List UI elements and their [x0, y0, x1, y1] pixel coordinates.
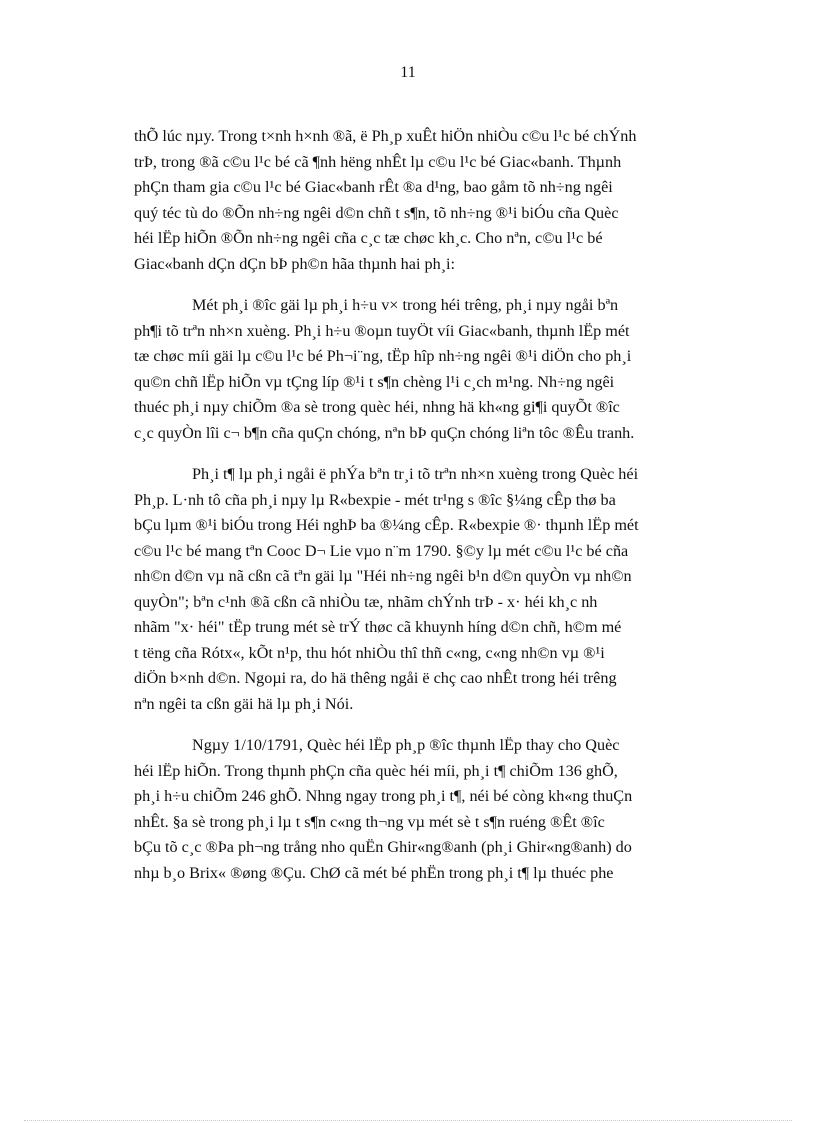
text-line: quyÒn"; bªn c¹nh ®ã cßn cã nhiÒu tæ, nhãm chÝnh trÞ - x· héi kh¸c nh: [134, 592, 598, 611]
text-line: Ph¸p. L·nh tô cña ph¸i nµy lµ R«bexpie - mét tr¹ng s ®îc §¼ng cÊp thø ba: [134, 490, 616, 509]
text-line: c¸c quyÒn lîi c¬ b¶n cña quÇn chóng, nªn bÞ quÇn chóng liªn tôc ®Êu tranh.: [134, 423, 635, 442]
text-line: bÇu lµm ®¹i biÓu trong Héi nghÞ ba ®¼ng cÊp. R«bexpie ®· thµnh lËp mét: [134, 516, 639, 534]
text-line: ph¶i tõ trªn nh×n xuèng. Ph¸i h÷u ®oµn tuyÖt víi Giac«banh, thµnh lËp mét: [134, 321, 630, 340]
text-line: Ph¸i t¶ lµ ph¸i ngåi ë phÝa bªn tr¸i tõ trªn nh×n xuèng trong Quèc héi: [192, 465, 639, 483]
paragraph-1: [134, 124, 764, 277]
text-line: Giac«banh dÇn dÇn bÞ ph©n hãa thµnh hai ph¸i:: [134, 254, 456, 273]
text-line: Mét ph¸i ®îc gäi lµ ph¸i h÷u v× trong héi trêng, ph¸i nµy ngåi bªn: [192, 296, 619, 314]
text-line: nªn ngêi ta cßn gäi hä lµ ph¸i Nói.: [134, 694, 354, 713]
paragraph-2: [134, 293, 764, 446]
text-line: t tëng cña Rótx«, kÕt n¹p, thu hót nhiÒu thî thñ c«ng, c«ng nh©n vµ ®¹i: [134, 643, 605, 662]
text-line: diÖn b×nh d©n. Ngoµi ra, do hä thêng ngåi ë chç cao nhÊt trong héi trêng: [134, 669, 617, 687]
text-line: ph¸i h÷u chiÕm 246 ghÕ. Nhng ngay trong ph¸i t¶, néi bé còng kh«ng thuÇn: [134, 787, 633, 805]
text-line: héi lËp hiÕn ®Õn nh÷ng ngêi cña c¸c tæ chøc kh¸c. Cho nªn, c©u l¹c bé: [134, 229, 603, 247]
text-line: bÇu tõ c¸c ®Þa ph¬ng trång nho quËn Ghir«ng®anh (ph¸i Ghir«ng®anh) do: [134, 838, 632, 856]
text-line: nh©n d©n vµ nã cßn cã tªn gäi lµ "Héi nh÷ng ngêi b¹n d©n quyÒn vµ nh©n: [134, 567, 632, 585]
text-line: phÇn tham gia c©u l¹c bé Giac«banh rÊt ®a d¹ng, bao gåm tõ nh÷ng ngêi: [134, 178, 613, 196]
text-line: tæ chøc míi gäi lµ c©u l¹c bé Ph¬i¨ng, tËp hîp nh÷ng ngêi ®¹i diÖn cho ph¸i: [134, 347, 632, 365]
text-line: c©u l¹c bé mang tªn Cooc D¬ Lie vµo n¨m 1790. §©y lµ mét c©u l¹c bé cña: [134, 541, 629, 560]
text-line: quý téc tù do ®Õn nh÷ng ngêi d©n chñ t s¶n, tõ nh÷ng ®¹i biÓu cña Quèc: [134, 203, 619, 222]
page-number: 11: [400, 64, 416, 81]
paragraph-4: [134, 733, 764, 886]
text-line: qu©n chñ lËp hiÕn vµ tÇng líp ®¹i t s¶n chèng l¹i c¸ch m¹ng. Nh÷ng ngêi: [134, 372, 615, 391]
text-line: thÕ lúc nµy. Trong t×nh h×nh ®ã, ë Ph¸p xuÊt hiÖn nhiÒu c©u l¹c bé chÝnh: [134, 127, 637, 145]
text-line: nhãm "x· héi" tËp trung mét sè trÝ thøc cã khuynh híng d©n chñ, h©m mé: [134, 618, 622, 636]
document-body: [134, 124, 764, 886]
text-line: Ngµy 1/10/1791, Quèc héi lËp ph¸p ®îc thµnh lËp thay cho Quèc: [192, 736, 620, 754]
text-line: nhµ b¸o Brix« ®øng ®Çu. ChØ cã mét bé phËn trong ph¸i t¶ lµ thuéc phe: [134, 863, 614, 882]
text-line: thuéc ph¸i nµy chiÕm ®a sè trong quèc héi, nhng hä kh«ng gi¶i quyÕt ®îc: [134, 398, 620, 416]
text-line: trÞ, trong ®ã c©u l¹c bé cã ¶nh hëng nhÊt lµ c©u l¹c bé Giac«banh. Thµnh: [134, 152, 622, 171]
page-bottom-divider: [24, 1120, 792, 1121]
text-line: héi lËp hiÕn. Trong thµnh phÇn cña quèc héi míi, ph¸i t¶ chiÕm 136 ghÕ,: [134, 761, 618, 780]
paragraph-3: [134, 462, 764, 717]
text-line: nhÊt. §a sè trong ph¸i lµ t s¶n c«ng th¬ng vµ mét sè t s¶n ruéng ®Êt ®îc: [134, 812, 605, 831]
